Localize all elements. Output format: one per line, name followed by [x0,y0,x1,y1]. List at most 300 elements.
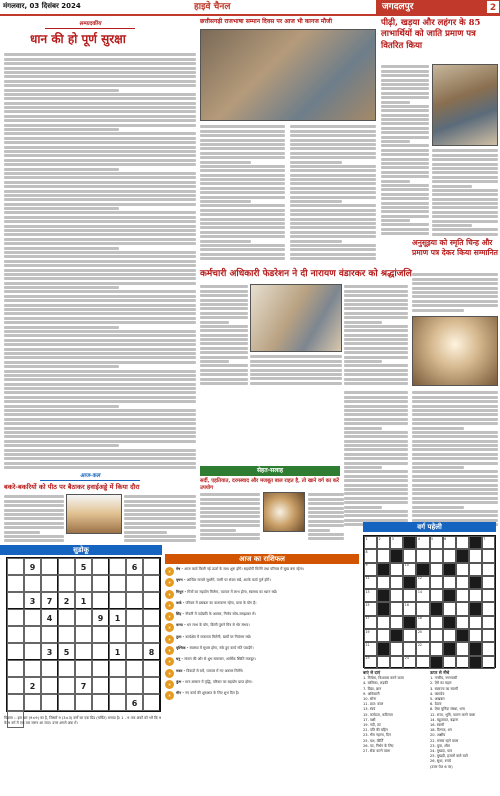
crossword-cell[interactable] [482,642,495,655]
sudoku-cell[interactable] [75,626,92,643]
sudoku-cell[interactable] [41,558,58,575]
text-line [381,158,429,161]
text-line [412,492,498,495]
sudoku-cell[interactable] [58,575,75,592]
story-1-body-a [200,124,285,264]
crossword-cell[interactable] [456,589,469,602]
clue-item: 26. सुधा, रुपये [430,759,451,764]
rashi-text [176,623,359,628]
issue-date: मंगलवार, 03 दिसंबर 2024 [3,2,81,10]
sudoku-cell[interactable] [92,575,109,592]
crossword-cell[interactable]: 1 [364,536,377,549]
sudoku-cell[interactable]: 9 [92,609,109,626]
sudoku-cell[interactable] [41,660,58,677]
text-line [4,453,196,456]
crossword-cell[interactable]: 15 [364,602,377,615]
sudoku-cell[interactable] [92,694,109,711]
text-line [4,238,196,241]
sudoku-cell[interactable]: 2 [24,677,41,694]
text-line [4,356,196,359]
crossword-cell[interactable]: 20 [416,629,429,642]
text-line [4,93,196,96]
crossword-cell[interactable] [469,629,482,642]
sudoku-cell[interactable]: 2 [58,592,75,609]
crossword-cell[interactable]: 5 [430,536,443,549]
crossword-cell[interactable] [443,549,456,562]
sudoku-cell[interactable] [75,643,92,660]
crossword-cell[interactable] [390,602,403,615]
text-line [344,448,408,451]
sudoku-cell[interactable] [7,677,24,694]
crossword-cell[interactable] [430,642,443,655]
sudoku-cell[interactable] [75,694,92,711]
crossword-cell[interactable] [469,563,482,576]
text-line [200,285,248,288]
sudoku-cell[interactable]: 4 [41,609,58,626]
rashi-text [176,646,359,651]
text-line [344,506,382,509]
text-line [308,498,344,501]
sudoku-cell[interactable] [41,626,58,643]
crossword-cell[interactable] [416,549,429,562]
text-line [4,233,196,236]
text-line [200,360,229,363]
sudoku-cell[interactable] [92,677,109,694]
text-line [4,242,196,245]
sudoku-cell[interactable] [109,677,126,694]
crossword-cell[interactable] [390,616,403,629]
editorial-tag: सम्पादकीय [45,20,135,29]
crossword-cell[interactable] [482,602,495,615]
rashi-prediction: आर्थिक मामले सुधरेंगे, वाणी पर संयम रखें, अटके कार्य पूर्ण होंगे। [186,578,271,583]
text-line [412,453,498,456]
crossword-cell[interactable]: 23 [364,656,377,669]
crossword-cell[interactable] [416,602,429,615]
text-line [344,444,408,447]
text-line [4,457,196,460]
crossword-cell[interactable]: 11 [364,576,377,589]
sudoku-cell[interactable] [92,643,109,660]
sudoku-cell[interactable]: 3 [24,592,41,609]
crossword-cell [469,576,482,589]
crossword-cell[interactable] [482,549,495,562]
sudoku-cell[interactable] [92,626,109,643]
crossword-cell[interactable] [482,629,495,642]
sudoku-cell[interactable] [24,694,41,711]
crossword-cell[interactable]: 18 [416,616,429,629]
sudoku-cell[interactable]: 7 [41,592,58,609]
text-line [344,373,408,376]
sudoku-cell[interactable] [126,609,143,626]
sudoku-cell[interactable] [143,575,160,592]
text-line [200,294,248,297]
text-line [308,529,330,532]
text-line [200,373,248,376]
crossword-cell[interactable] [430,563,443,576]
rashi-item [165,669,359,678]
text-line [381,79,429,82]
sudoku-cell[interactable]: 8 [143,643,160,660]
text-line [200,204,285,207]
sudoku-cell[interactable] [41,575,58,592]
sudoku-cell[interactable] [7,694,24,711]
crossword-cell[interactable] [443,629,456,642]
sudoku-cell[interactable] [109,558,126,575]
text-line [381,206,429,209]
text-line [200,356,248,359]
sudoku-cell[interactable] [109,626,126,643]
sudoku-cell[interactable]: 1 [109,643,126,660]
text-line [381,96,429,99]
sudoku-cell[interactable] [126,626,143,643]
text-line [4,251,196,254]
sudoku-cell[interactable]: 3 [41,643,58,660]
crossword-cell[interactable]: 13 [364,589,377,602]
crossword-cell[interactable] [377,656,390,669]
sudoku-cell[interactable] [75,609,92,626]
text-line [4,422,196,425]
sehat-body-a [200,492,260,542]
text-line [4,339,196,342]
clue-item: 27. सेवा करने वाला [363,749,391,754]
rashi-text [176,680,359,685]
sudoku-cell[interactable] [109,660,126,677]
rashi-sign: धनु - [176,657,185,662]
sudoku-cell[interactable] [58,660,75,677]
crossword-cell[interactable]: 6 [443,536,456,549]
text-line [290,253,376,256]
crossword-cell[interactable] [377,549,390,562]
text-line [290,156,376,159]
text-line [412,300,498,303]
story-2-photo [432,64,498,146]
crossword-cell [377,563,390,576]
crossword-cell[interactable] [390,589,403,602]
sudoku-cell[interactable] [143,558,160,575]
text-line [4,282,196,285]
crossword-cell [430,656,443,669]
text-line [381,65,429,68]
crossword-cell[interactable]: 17 [364,616,377,629]
text-line [432,185,472,188]
crossword-cell[interactable] [456,616,469,629]
sudoku-cell[interactable] [92,660,109,677]
crossword-cell[interactable] [390,642,403,655]
crossword-cell[interactable]: 7 [482,536,495,549]
zodiac-icon: ☀ [165,669,174,678]
sudoku-cell[interactable] [143,677,160,694]
rashi-text [176,669,359,674]
text-line [381,210,429,213]
sudoku-cell[interactable] [92,558,109,575]
sudoku-cell[interactable] [143,592,160,609]
sudoku-cell[interactable] [126,677,143,694]
crossword-cell[interactable]: 2 [377,536,390,549]
crossword-cell[interactable]: 9 [364,563,377,576]
story-3-title: कर्मचारी अधिकारी फेडरेशन ने दी नारायण वंडारकर को श्रद्धांजलि [200,269,412,279]
text-line [432,215,498,218]
sudoku-cell[interactable] [126,592,143,609]
crossword-cell[interactable] [443,576,456,589]
story-3-body-c [344,284,408,388]
crossword-cell[interactable] [443,656,456,669]
rashi-prediction: परिवार में प्रसन्नता का वातावरण रहेगा, यात्रा के योग हैं। [185,600,257,605]
clue-item: 3. स्वराज्य का स्वामी [430,686,458,691]
text-line [4,286,119,289]
text-line [381,228,429,231]
sudoku-cell[interactable] [92,592,109,609]
text-line [200,169,285,172]
sudoku-cell[interactable] [24,575,41,592]
text-line [381,70,429,73]
crossword-cell[interactable] [469,549,482,562]
text-line [124,513,196,516]
sudoku-cell[interactable] [143,609,160,626]
crossword-cell[interactable] [482,563,495,576]
text-line [344,457,408,460]
text-line [308,520,344,523]
crossword-cell[interactable] [482,576,495,589]
crossword-cell[interactable]: 21 [364,642,377,655]
text-line [308,493,344,496]
clue-item: 21. पति की बहिन [363,728,388,733]
crossword-cell[interactable]: 12 [416,576,429,589]
text-line [4,466,196,469]
sudoku-cell[interactable] [109,575,126,592]
crossword-cell[interactable]: 8 [364,549,377,562]
text-line [290,222,376,225]
text-line [200,312,248,315]
text-line [344,409,408,412]
text-line [4,440,196,443]
sudoku-cell[interactable] [109,694,126,711]
text-line [344,356,408,359]
sudoku-cell[interactable] [109,592,126,609]
rashi-text [176,691,359,696]
text-line [200,156,285,159]
sudoku-cell[interactable] [7,558,24,575]
crossword-cell[interactable]: 24 [403,656,416,669]
text-line [381,166,429,169]
text-line [200,235,285,238]
sudoku-cell[interactable] [58,694,75,711]
crossword-cell[interactable] [403,629,416,642]
crossword-cell[interactable]: 16 [403,602,416,615]
crossword-cell[interactable] [469,589,482,602]
sudoku-cell[interactable] [126,575,143,592]
text-line [412,466,464,469]
sudoku-cell[interactable] [58,677,75,694]
text-line [290,240,342,243]
crossword-cell [416,563,429,576]
rashi-prediction: विवादों से बचें, व्यापार में नए अवसर मिलेंगे। [186,668,244,673]
sudoku-cell[interactable]: 7 [75,677,92,694]
text-line [412,497,498,500]
crossword-cell [443,616,456,629]
sudoku-cell[interactable]: 1 [75,592,92,609]
sudoku-cell[interactable] [143,694,160,711]
sudoku-cell[interactable] [24,660,41,677]
crossword-cell[interactable] [403,589,416,602]
sudoku-cell[interactable]: 9 [24,558,41,575]
text-line [290,130,376,133]
sudoku-cell[interactable] [41,677,58,694]
text-line [290,248,376,251]
text-line [4,290,196,293]
zodiac-icon: ☀ [165,680,174,689]
crossword-cell[interactable]: 3 [390,536,403,549]
crossword-cell[interactable] [456,563,469,576]
sudoku-cell[interactable]: 6 [126,694,143,711]
sudoku-cell[interactable]: 6 [126,558,143,575]
sehat-tag: सेहत-सलाह [200,466,340,476]
sudoku-cell[interactable]: 5 [58,643,75,660]
text-line [290,257,376,260]
crossword-cell[interactable]: 10 [403,563,416,576]
crossword-cell[interactable] [377,576,390,589]
crossword-cell [469,656,482,669]
crossword-cell[interactable] [482,656,495,669]
crossword-cell[interactable] [377,616,390,629]
text-line [200,329,248,332]
text-line [4,225,196,228]
sudoku-cell[interactable] [126,660,143,677]
text-line [432,220,498,223]
sudoku-cell[interactable]: 5 [75,558,92,575]
crossword-cell[interactable] [403,642,416,655]
crossword-cell[interactable]: 22 [416,642,429,655]
sudoku-cell[interactable] [143,660,160,677]
text-line [381,202,429,205]
rashi-prediction: नौकरी में पदोन्नति के अवसर, निर्णय सोच-समझकर लें। [185,612,256,617]
crossword-cell[interactable] [456,656,469,669]
text-line [200,533,260,536]
text-line [4,387,196,390]
text-line [4,124,196,127]
crossword-cell[interactable] [443,602,456,615]
text-line [432,149,498,152]
text-line [4,396,196,399]
sudoku-cell[interactable] [75,575,92,592]
sudoku-cell[interactable] [58,626,75,643]
text-line [381,74,429,77]
sudoku-cell[interactable] [24,626,41,643]
sudoku-cell[interactable] [143,626,160,643]
sudoku-cell[interactable] [75,660,92,677]
sudoku-grid[interactable] [6,557,161,712]
crossword-cell[interactable] [390,576,403,589]
text-line [200,178,285,181]
text-line [381,144,429,147]
text-line [412,479,498,482]
clue-item: 10. सोना [363,697,377,702]
text-line [344,342,408,345]
sudoku-cell[interactable] [7,592,24,609]
crossword-cell[interactable] [430,589,443,602]
sudoku-cell[interactable]: 1 [109,609,126,626]
text-line [4,216,196,219]
crossword-cell[interactable] [430,616,443,629]
text-line [250,382,342,385]
sudoku-cell[interactable] [126,643,143,660]
crossword-cell[interactable] [390,563,403,576]
text-line [412,291,498,294]
text-line [4,198,196,201]
sudoku-cell[interactable] [24,643,41,660]
sudoku-cell[interactable] [41,694,58,711]
crossword-cell[interactable] [403,549,416,562]
crossword-cell[interactable] [430,549,443,562]
text-line [381,127,429,130]
text-line [432,167,498,170]
text-line [381,140,410,143]
crossword-cell [443,589,456,602]
sudoku-cell[interactable] [58,609,75,626]
sudoku-cell[interactable] [58,558,75,575]
crossword-cell [456,629,469,642]
text-line [412,304,498,307]
crossword-cell[interactable]: 4 [416,536,429,549]
text-line [4,211,196,214]
crossword-cell[interactable] [456,642,469,655]
text-line [200,226,285,229]
text-line [200,378,248,381]
text-line [344,329,408,332]
sudoku-cell[interactable] [7,575,24,592]
text-line [381,197,429,200]
text-line [381,136,429,139]
rashi-sign: मकर - [176,668,187,673]
text-line [4,370,196,373]
text-line [250,369,342,372]
text-line [432,224,472,227]
sudoku-cell[interactable] [7,609,24,626]
clue-item: 4. कामदेव [430,691,445,696]
sudoku-cell[interactable] [24,609,41,626]
crossword-cell[interactable] [416,656,429,669]
crossword-cell[interactable] [456,602,469,615]
crossword-cell[interactable]: 14 [416,589,429,602]
text-line [4,190,196,193]
sudoku-cell[interactable] [7,643,24,660]
crossword-cell[interactable] [482,589,495,602]
text-line [200,196,285,199]
text-line [4,154,196,157]
crossword-cell[interactable] [482,616,495,629]
crossword-cell[interactable] [430,629,443,642]
text-line [4,115,196,118]
text-line [4,444,119,447]
text-line [344,303,408,306]
clue-item: 26. पट, निर्धन के लिए [363,743,394,748]
crossword-cell[interactable] [390,656,403,669]
crossword-cell[interactable] [377,629,390,642]
sudoku-cell[interactable] [7,626,24,643]
crossword-cell[interactable] [469,616,482,629]
rashi-sign: मेष - [176,567,185,571]
crossword-cell[interactable] [430,576,443,589]
crossword-grid[interactable] [363,535,496,668]
crossword-cell[interactable] [456,576,469,589]
text-line [124,517,196,520]
sudoku-cell[interactable] [7,660,24,677]
aajkal-tag: आज-कल [40,472,140,481]
text-line [290,231,376,234]
clue-item: 6. देवता [430,702,442,707]
crossword-cell[interactable]: 19 [364,629,377,642]
crossword-cell[interactable] [456,536,469,549]
zodiac-icon: ☀ [165,578,174,587]
